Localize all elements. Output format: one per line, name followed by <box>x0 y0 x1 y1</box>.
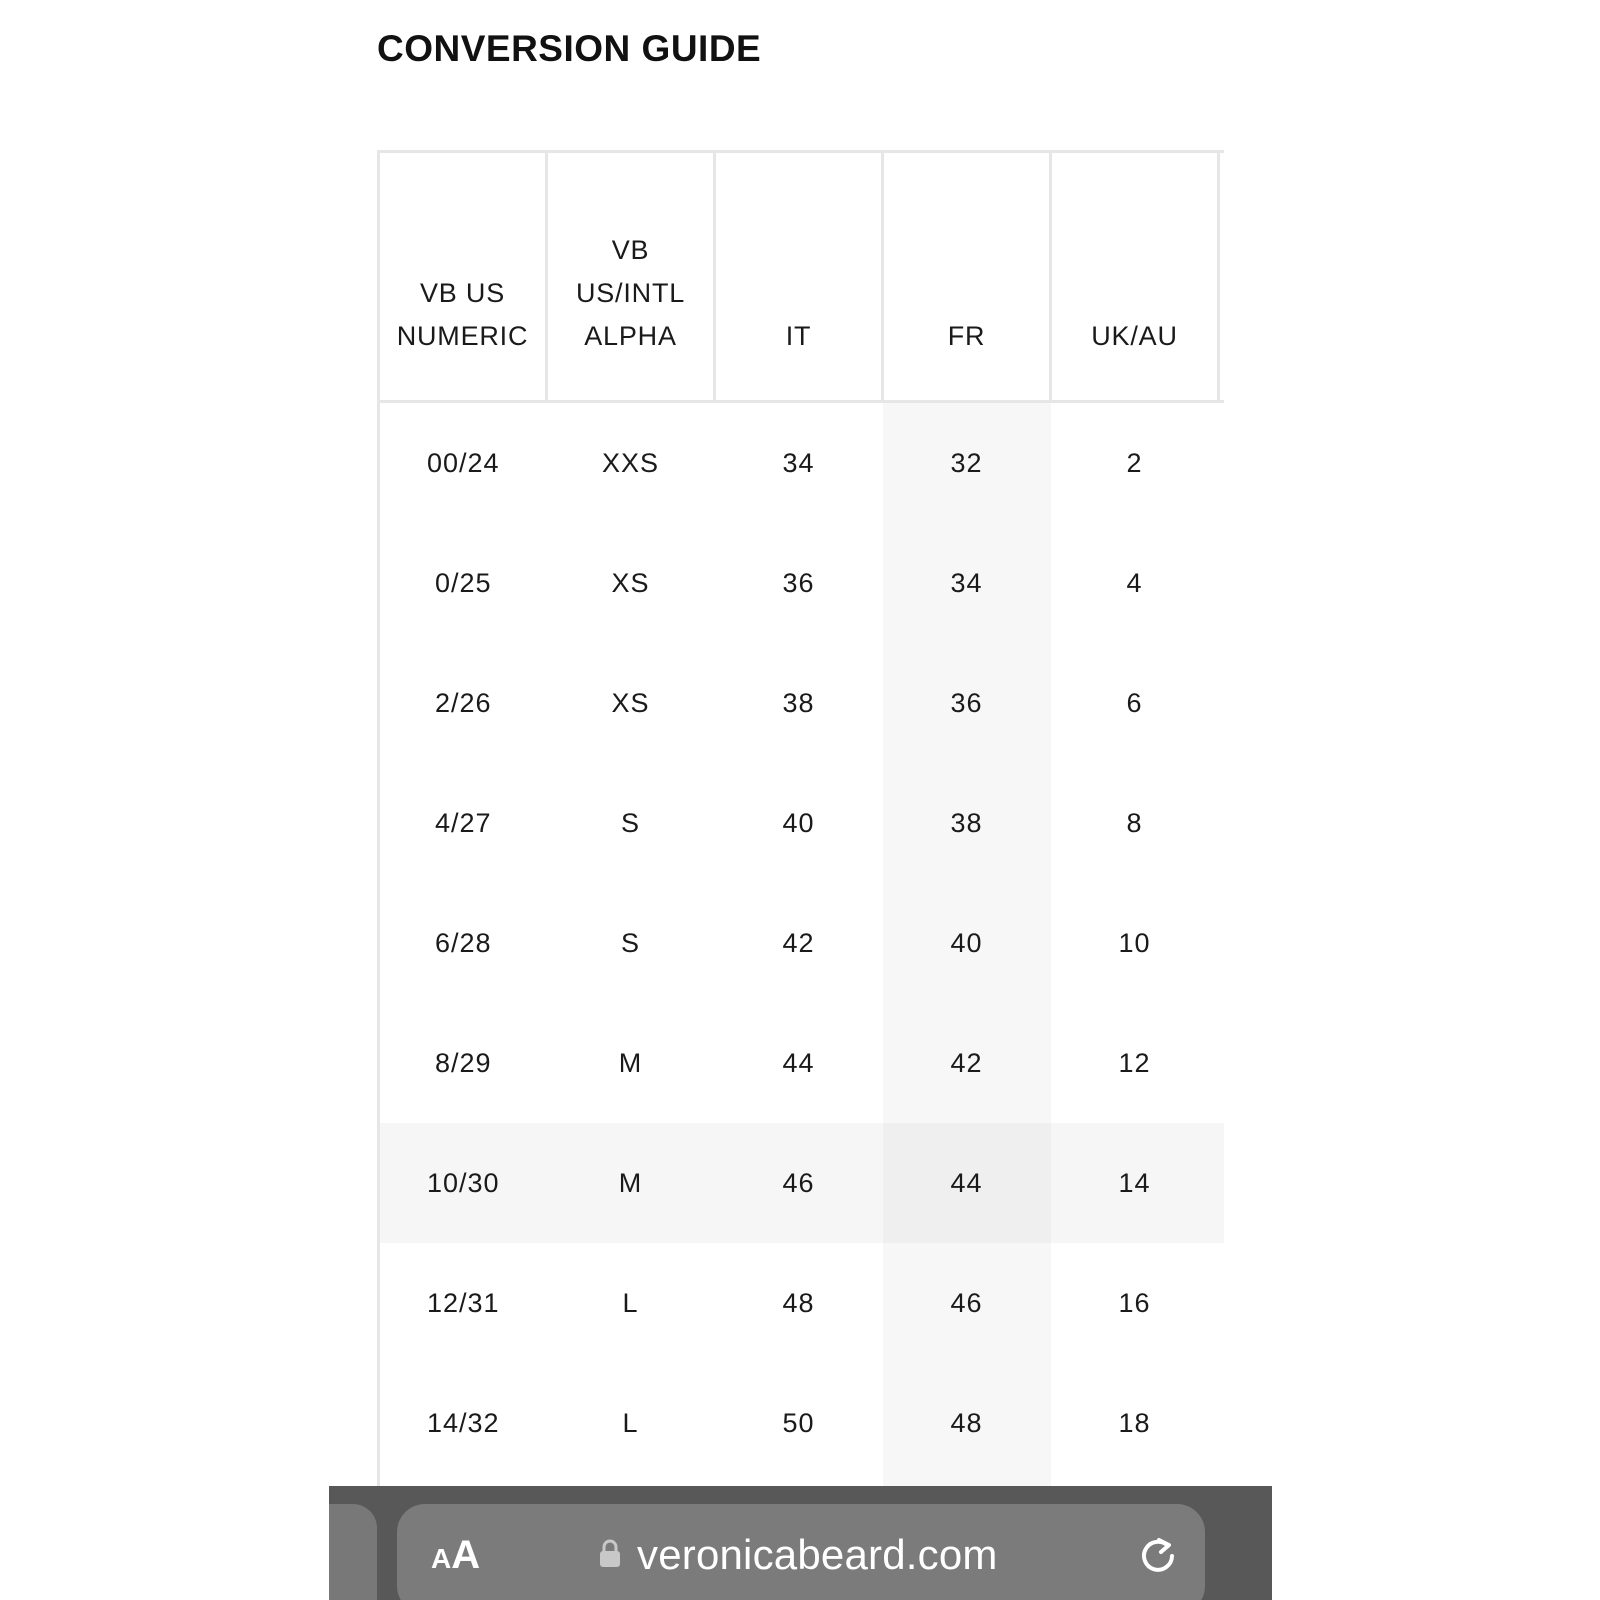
cell-vb-alpha: L <box>622 1287 639 1318</box>
cell-partial <box>1219 1003 1225 1123</box>
cell-fr: 42 <box>883 1003 1051 1123</box>
cell-vb-us-numeric: 10/30 <box>379 1123 547 1243</box>
cell-partial <box>1219 1123 1225 1243</box>
cell-it: 38 <box>782 687 815 718</box>
cell-vb-us-numeric: 4/27 <box>379 763 547 883</box>
table-row <box>379 1003 1225 1123</box>
cell-partial <box>1219 643 1225 763</box>
cell-vb-us-numeric: 6/28 <box>379 883 547 1003</box>
previous-tab-edge[interactable] <box>329 1504 377 1600</box>
conversion-table <box>377 150 1224 1486</box>
page-title: CONVERSION GUIDE <box>377 28 762 69</box>
cell-vb-alpha: S <box>620 807 640 838</box>
cell-fr: 48 <box>883 1363 1051 1483</box>
cell-it: 46 <box>715 1123 883 1243</box>
cell-uk-au: 12 <box>1118 1047 1151 1078</box>
reload-icon[interactable] <box>1137 1534 1179 1576</box>
header-fr: FR <box>883 152 1051 402</box>
cell-vb-us-numeric: 2/26 <box>379 643 547 763</box>
header-next-column-partial <box>1219 152 1225 402</box>
table-row <box>379 1363 1225 1483</box>
table-row <box>379 883 1225 1003</box>
conversion-table-container[interactable] <box>377 150 1224 1486</box>
cell-it: 42 <box>782 927 815 958</box>
cell-uk-au: 18 <box>1118 1407 1151 1438</box>
address-bar[interactable] <box>397 1504 1205 1600</box>
cell-vb-alpha: XXS <box>601 447 660 478</box>
table-row <box>379 1243 1225 1363</box>
cell-fr: 44 <box>883 1123 1051 1243</box>
cell-fr: 36 <box>883 643 1051 763</box>
cell-vb-alpha: XS <box>611 567 650 598</box>
lock-icon <box>599 1538 621 1568</box>
browser-toolbar <box>329 1486 1272 1600</box>
url-text[interactable]: veronicabeard.com <box>637 1531 998 1578</box>
cell-uk-au: 8 <box>1126 807 1143 838</box>
cell-vb-us-numeric: 14/32 <box>379 1363 547 1483</box>
cell-vb-us-numeric: 00/24 <box>379 402 547 524</box>
cell-vb-alpha: L <box>622 1407 639 1438</box>
cell-it: 50 <box>782 1407 815 1438</box>
cell-uk-au: 10 <box>1118 927 1151 958</box>
table-row <box>379 523 1225 643</box>
table-row-highlighted <box>379 1123 1225 1243</box>
cell-fr: 34 <box>883 523 1051 643</box>
cell-partial <box>1219 763 1225 883</box>
cell-uk-au: 14 <box>1051 1123 1219 1243</box>
table-header-row <box>379 152 1225 402</box>
cell-uk-au: 6 <box>1126 687 1143 718</box>
cell-partial <box>1219 402 1225 524</box>
cell-fr: 46 <box>883 1243 1051 1363</box>
cell-vb-us-numeric: 8/29 <box>379 1003 547 1123</box>
cell-it: 44 <box>782 1047 815 1078</box>
cell-vb-alpha: S <box>620 927 640 958</box>
header-uk-au: UK/AU <box>1051 152 1219 402</box>
cell-fr: 40 <box>883 883 1051 1003</box>
cell-vb-alpha: M <box>618 1047 643 1078</box>
cell-uk-au: 4 <box>1126 567 1143 598</box>
cell-vb-us-numeric: 0/25 <box>379 523 547 643</box>
cell-vb-alpha: XS <box>611 687 650 718</box>
cell-it: 40 <box>782 807 815 838</box>
cell-fr: 38 <box>883 763 1051 883</box>
cell-partial <box>1219 523 1225 643</box>
text-size-button[interactable]: AA <box>431 1533 481 1577</box>
cell-it: 36 <box>782 567 815 598</box>
cell-fr: 32 <box>883 402 1051 524</box>
cell-it: 34 <box>782 447 815 478</box>
cell-it: 48 <box>782 1287 815 1318</box>
cell-partial <box>1219 1243 1225 1363</box>
cell-partial <box>1219 1363 1225 1483</box>
table-row <box>379 763 1225 883</box>
cell-vb-us-numeric: 12/31 <box>379 1243 547 1363</box>
cell-partial <box>1219 883 1225 1003</box>
header-vb-us-numeric: VB US NUMERIC <box>379 152 547 402</box>
cell-vb-alpha: M <box>547 1123 715 1243</box>
header-vb-us-intl-alpha: VB US/INTL ALPHA <box>547 152 715 402</box>
table-row <box>379 402 1225 524</box>
cell-uk-au: 16 <box>1118 1287 1151 1318</box>
header-it: IT <box>715 152 883 402</box>
table-row <box>379 643 1225 763</box>
cell-uk-au: 2 <box>1126 447 1143 478</box>
